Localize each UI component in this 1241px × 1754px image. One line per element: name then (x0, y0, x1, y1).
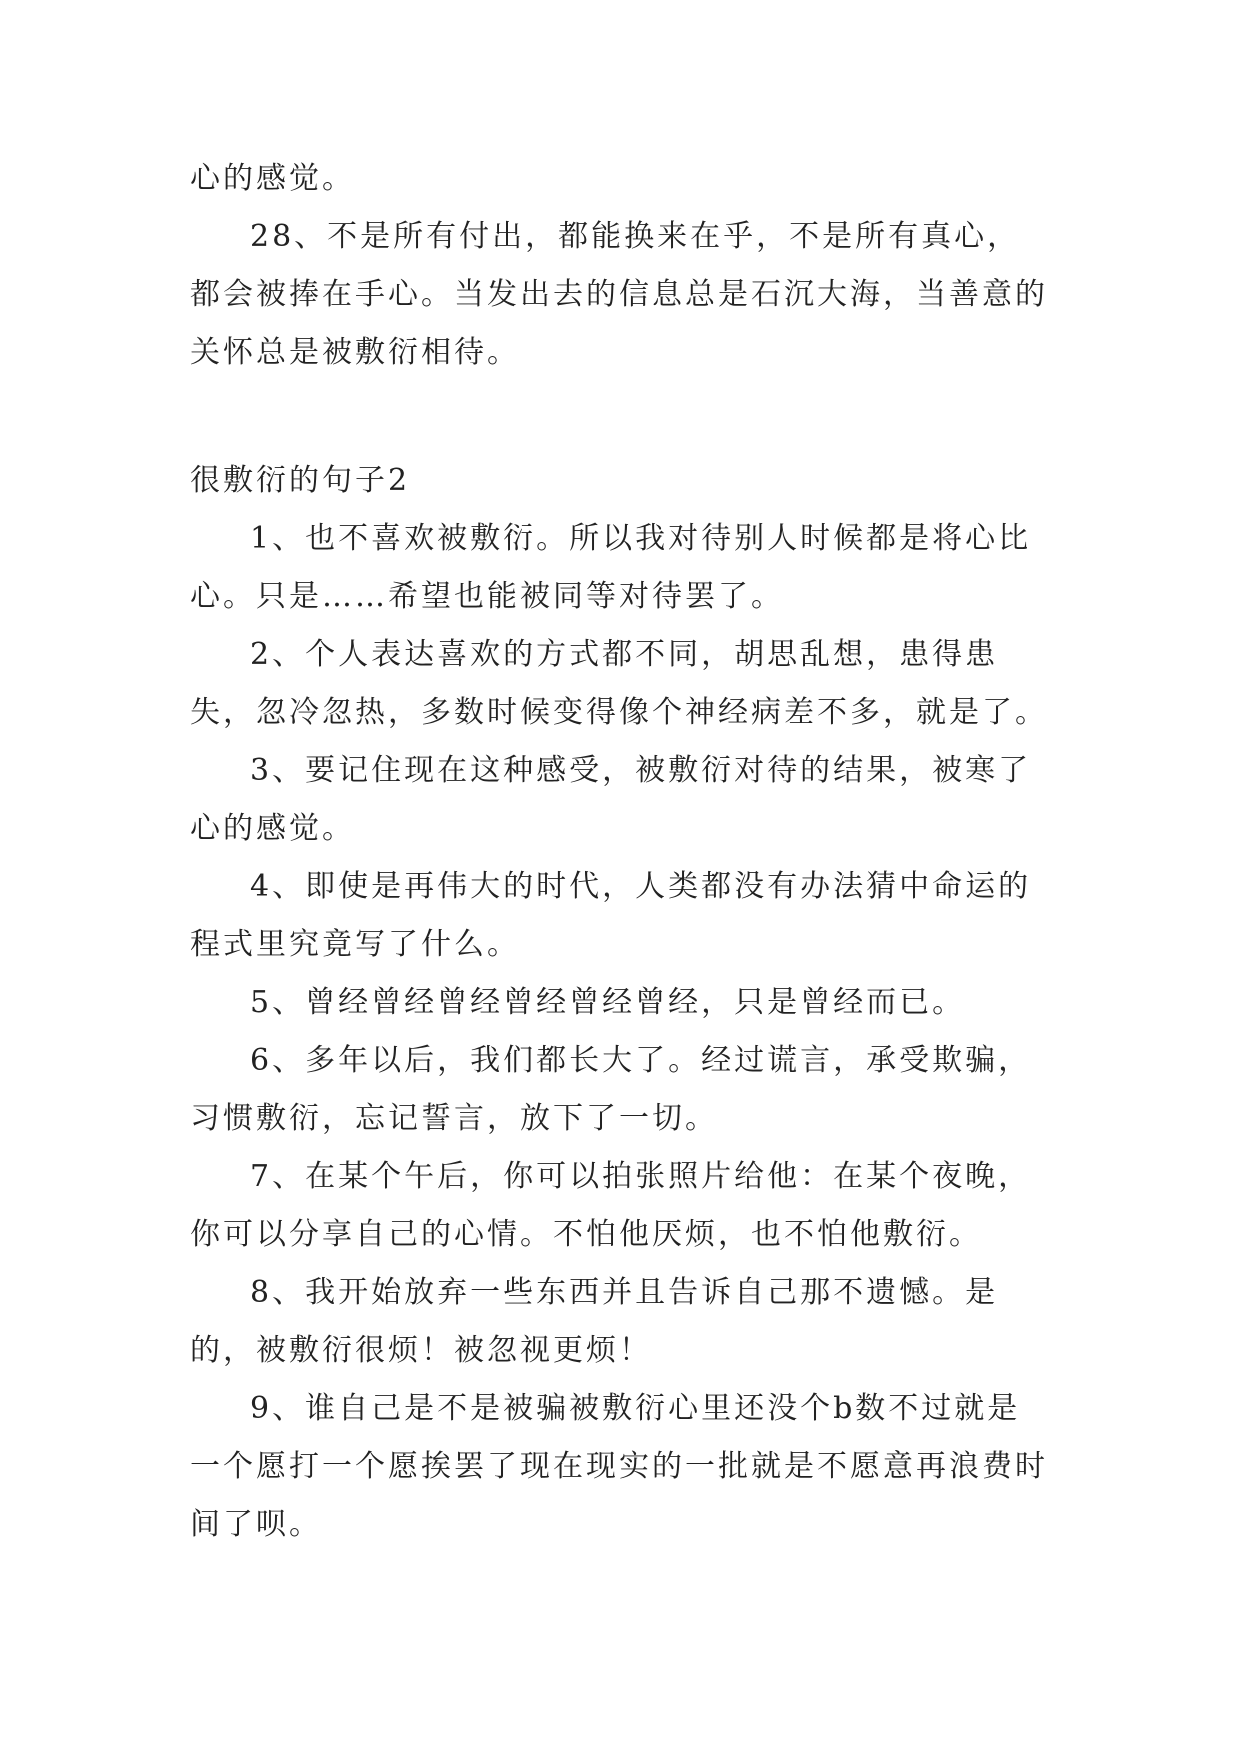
list-item: 7、在某个午后，你可以拍张照片给他：在某个夜晚，你可以分享自己的心情。不怕他厌烦，也不怕他敷衍。 (190, 1159, 1032, 1252)
list-item: 2、个人表达喜欢的方式都不同，胡思乱想，患得患失，忽冷忽热，多数时候变得像个神经病差不多，就是了。 (190, 637, 1048, 730)
list-item: 5、曾经曾经曾经曾经曾经曾经，只是曾经而已。 (250, 985, 966, 1020)
section-title: 很敷衍的句子2 (190, 463, 411, 498)
list-item: 8、我开始放弃一些东西并且告诉自己那不遗憾。是的，被敷衍很烦！被忽视更烦！ (190, 1275, 999, 1368)
paragraph-item-28: 28、不是所有付出，都能换来在乎，不是所有真心，都会被捧在手心。当发出去的信息总是石沉大海，当善意的关怀总是被敷衍相待。 (190, 219, 1048, 370)
list-item: 6、多年以后，我们都长大了。经过谎言，承受欺骗，习惯敷衍，忘记誓言，放下了一切。 (190, 1043, 1032, 1136)
list-item: 9、谁自己是不是被骗被敷衍心里还没个b数不过就是一个愿打一个愿挨罢了现在现实的一批就是不愿意再浪费时间了呗。 (190, 1391, 1048, 1542)
list-item: 4、即使是再伟大的时代，人类都没有办法猜中命运的程式里究竟写了什么。 (190, 869, 1032, 962)
list-item: 3、要记住现在这种感受，被敷衍对待的结果，被寒了心的感觉。 (190, 753, 1032, 846)
list-item: 1、也不喜欢被敷衍。所以我对待别人时候都是将心比心。只是……希望也能被同等对待罢了。 (190, 521, 1032, 614)
paragraph-continuation: 心的感觉。 (190, 161, 355, 196)
document-body (190, 150, 1050, 1554)
